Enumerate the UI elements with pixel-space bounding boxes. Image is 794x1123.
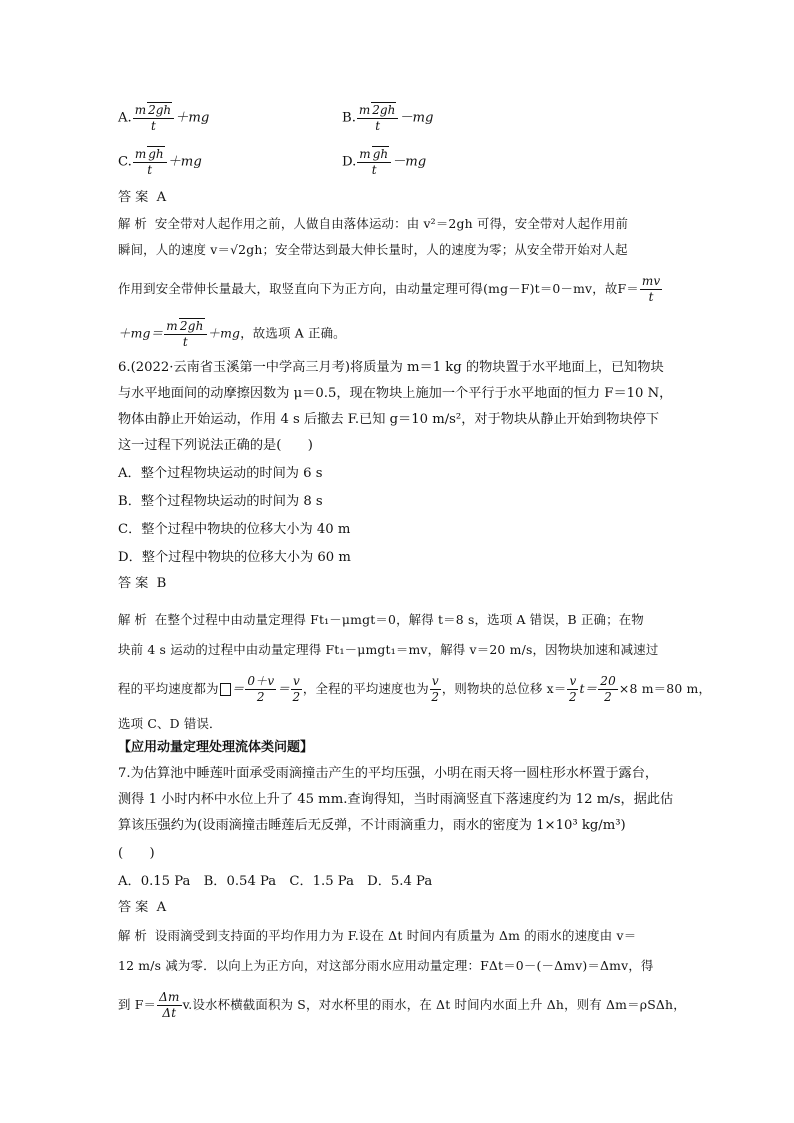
analysis-text: 安全带对人起作用之前，人做自由落体运动：由 v²＝2gh 可得，安全带对人起作用前 (154, 216, 629, 231)
answer-value: A (156, 900, 167, 915)
option-a: A. $\frac{m 2gh}{t}$ ＋mg (118, 103, 210, 133)
analysis-text: 在整个过程中由动量定理得 Ft₁－μmgt＝0，解得 t＝8 s，选项 A 错误，B 正确；在物 (154, 612, 644, 627)
q7-stem-line3: 算该压强约为(设雨滴撞击睡莲后无反弹，不计雨滴重力，雨水的密度为 1×10³ kg/m³) (118, 818, 626, 833)
answer-value: A (156, 190, 167, 205)
answer-label: 答案 (118, 190, 153, 205)
analysis-text: 到 F＝ (118, 997, 157, 1012)
q5-analysis-line3: 作用到安全带伸长量最大，取竖直向下为正方向，由动量定理可得(mg－F)t＝0－mv，故F＝ $\frac{mv}{t}$ (118, 274, 661, 304)
analysis-text: 程的平均速度都为 (118, 681, 219, 696)
q6-answer (118, 574, 678, 594)
q5-analysis-line2: 瞬间，人的速度 v＝√2gh；安全带达到最大伸长量时，人的速度为零；从安全带开始对人起 (118, 242, 628, 257)
option-b-label: B. (342, 110, 356, 126)
analysis-label: 解析 (118, 216, 151, 231)
q6-analysis-line1 (118, 610, 678, 630)
analysis-text: ×8 m＝80 m， (618, 681, 712, 696)
section-header: 【应用动量定理处理流体类问题】 (118, 740, 314, 755)
q5-analysis-line4: ＋mg＝ $\frac{m 2gh}{t}$ ＋mg，故选项 A 正确。 (118, 319, 346, 349)
analysis-text: ，故选项 A 正确。 (240, 325, 346, 341)
q7-analysis-line3: 到 F＝ $\frac{\Delta m}{\Delta t}$ v.设水杯横截面积为 S，对水杯里的雨水，在 Δt 时间内水面上升 Δh，则有 Δm＝ρSΔh， (118, 990, 686, 1020)
q6-option-c: C．整个过程中物块的位移大小为 40 m (118, 522, 351, 537)
q5-answer (118, 188, 678, 208)
q7-options: A．0.15 Pa B．0.54 Pa C．1.5 Pa D．5.4 Pa (118, 874, 433, 889)
analysis-text: ，全程的平均速度也为 (302, 681, 429, 696)
answer-label: 答案 (118, 576, 153, 591)
q6-option-a: A．整个过程物块运动的时间为 6 s (118, 466, 323, 481)
answer-value: B (156, 576, 167, 591)
analysis-text: 作用到安全带伸长量最大，取竖直向下为正方向，由动量定理可得(mg－F)t＝0－mv，故F＝ (118, 281, 639, 296)
analysis-text: 设雨滴受到支持面的平均作用力为 F.设在 Δt 时间内有质量为 Δm 的雨水的速度由 v＝ (154, 928, 637, 943)
q7-stem-line2: 测得 1 小时内杯中水位上升了 45 mm.查询得知，当时雨滴竖直下落速度约为 12 m/s，据此估 (118, 792, 674, 807)
option-c: C. $\frac{\text{m gh}}{t}$ ＋mg (118, 147, 202, 177)
q6-stem-line4: 这一过程下列说法正确的是( ) (118, 438, 313, 453)
q6-stem-line2: 与水平地面间的动摩擦因数为 μ＝0.5，现在物块上施加一个平行于水平地面的恒力 F＝10 N， (118, 386, 673, 401)
box-symbol (220, 683, 231, 696)
q6-analysis-line2: 块前 4 s 运动的过程中由动量定理得 Ft₁－μmgt₁＝mv，解得 v＝20 m/s，因物块加速和减速过 (118, 642, 659, 657)
option-c-label: C. (118, 154, 132, 170)
q6-option-b: B．整个过程物块运动的时间为 8 s (118, 494, 323, 509)
q7-analysis-line2: 12 m/s 减为零．以向上为正方向，对这部分雨水应用动量定理：FΔt＝0－(－Δmv)＝Δmv，得 (118, 958, 654, 973)
q6-stem-line3: 物体由静止开始运动，作用 4 s 后撤去 F.已知 g＝10 m/s²，对于物块从静止开始到物块停下 (118, 412, 660, 427)
option-b: B. $\frac{m 2gh}{t}$ －mg (342, 103, 434, 133)
analysis-text: ，则物块的总位移 x＝ (441, 681, 567, 696)
q7-stem-line1: 7.为估算池中睡莲叶面承受雨滴撞击产生的平均压强，小明在雨天将一圆柱形水杯置于露台， (118, 766, 659, 781)
q5-analysis-line1 (118, 214, 678, 234)
option-a-label: A. (118, 110, 132, 126)
analysis-label: 解析 (118, 612, 151, 627)
analysis-label: 解析 (118, 928, 151, 943)
q7-answer (118, 898, 678, 918)
q7-analysis-line1 (118, 926, 678, 946)
q6-option-d: D．整个过程中物块的位移大小为 60 m (118, 550, 351, 565)
answer-label: 答案 (118, 900, 153, 915)
q7-stem-line4: ( ) (118, 846, 155, 861)
option-d: D. $\frac{\text{m gh}}{t}$ －mg (342, 147, 427, 177)
q6-analysis-line4: 选项 C、D 错误． (118, 716, 222, 731)
q6-analysis-line3: 程的平均速度都为 ＝ $\frac{0+v}{2}$ ＝ $\frac{v}{2}$ ，全程的平均速度也为 $\frac{v}{2}$ ，则物块的总位移 x＝ $\frac{v}{2}$ t＝ $\frac{20}{2}$ ×8 m＝80 m， (118, 674, 712, 704)
q6-stem-line1: 6.(2022·云南省玉溪第一中学高三月考)将质量为 m＝1 kg 的物块置于水平地面上，已知物块 (118, 360, 664, 375)
analysis-text: v.设水杯横截面积为 S，对水杯里的雨水，在 Δt 时间内水面上升 Δh，则有 Δm＝ρSΔh， (182, 997, 686, 1012)
option-d-label: D. (342, 154, 357, 170)
